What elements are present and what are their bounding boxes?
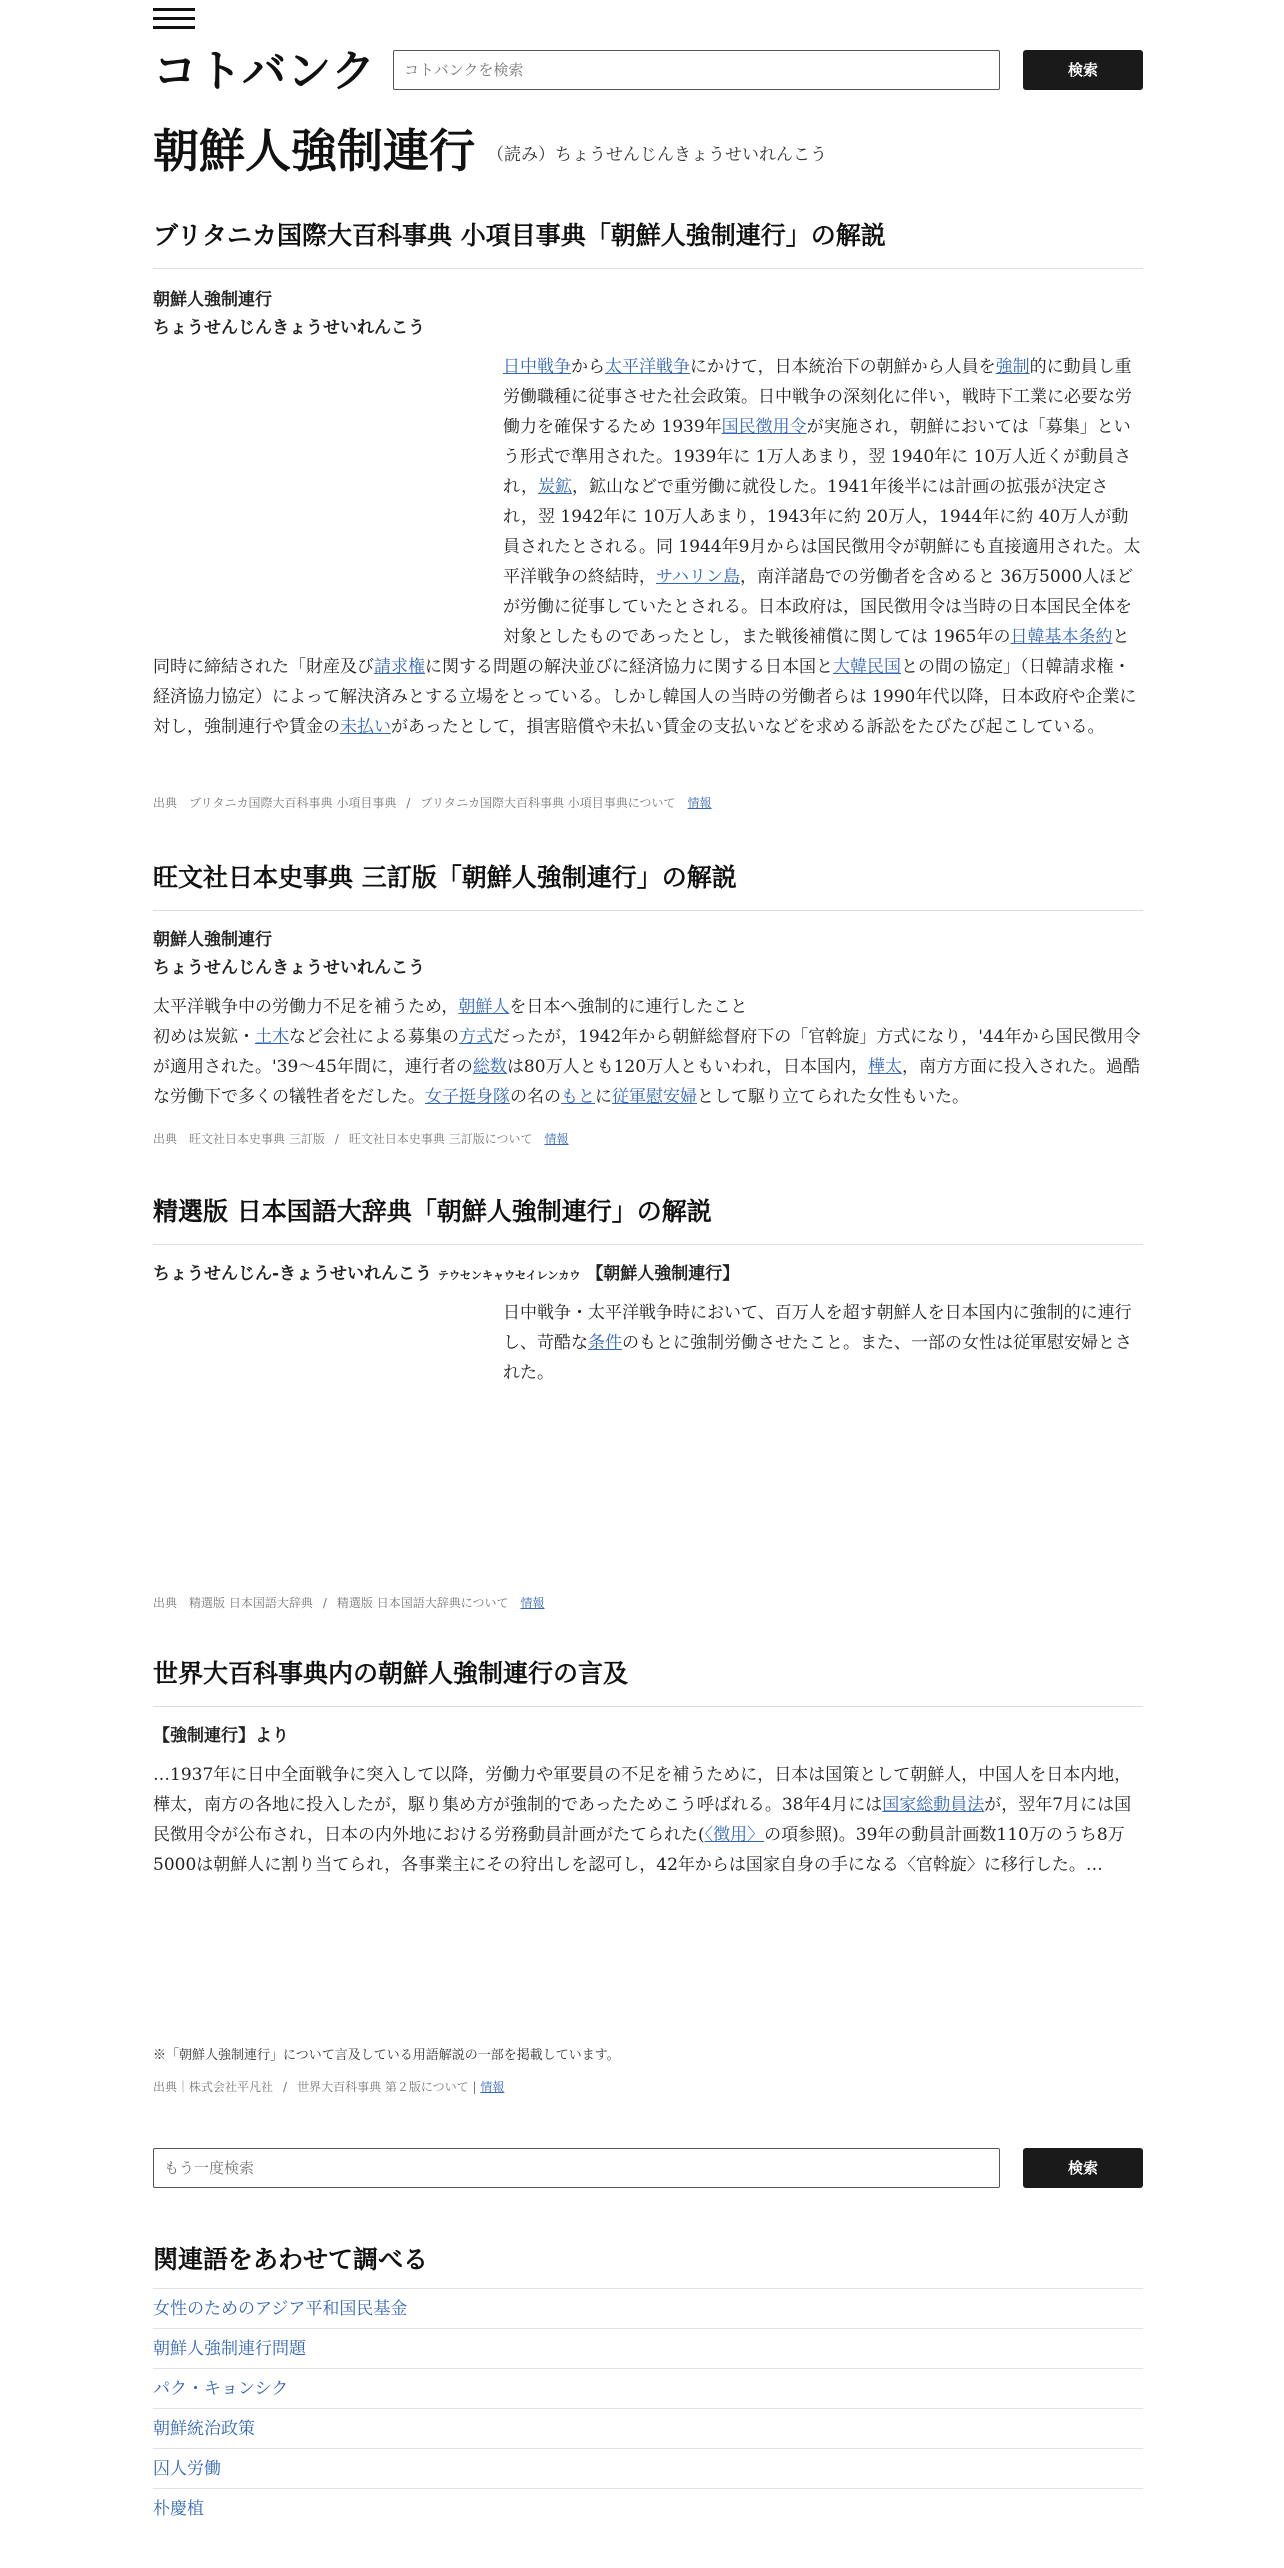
body-text-segment: と同時に締結された「財産及び [153,627,1130,677]
search-again-button[interactable]: 検索 [1023,2148,1143,2188]
body-text-segment: 的に動員し重労働職種に従事させた社会政策。日中戦争の深刻化に伴い，戦時下工業に必要な労働力を確保するため 1939年 [503,357,1132,437]
entry-body-sekai [153,1760,1143,1880]
section-heading-dict: 精選版 日本国語大辞典 [153,1197,412,1226]
section-heading-term: 朝鮮人強制連行 [378,1659,554,1688]
inline-term-link[interactable]: 日中戦争 [503,357,571,377]
related-link[interactable]: 囚人労働 [153,2459,221,2479]
related-item[interactable] [153,2488,1143,2528]
body-text-segment: として駆り立てられた女性もいた。 [697,1087,969,1107]
body-text-segment: の名の [510,1087,561,1107]
section-heading-nikkoku [153,1194,1143,1245]
body-text-segment: のもとに強制労働させたこと。また、一部の女性は従軍慰安婦とされた。 [503,1333,1132,1383]
entry-body-britannica [153,352,1143,742]
entry-headword [153,1260,739,1290]
inline-term-link[interactable]: 〈徴用〉 [704,1825,765,1845]
source-info-link[interactable]: 情報 [480,2080,505,2094]
source-name: 精選版 日本国語大辞典 [189,1596,313,1610]
source-name: 出典｜株式会社平凡社 [153,2080,274,2094]
section-heading-dict: 世界大百科事典 [153,1659,329,1688]
related-heading: 関連語をあわせて調べる [153,2245,429,2274]
inline-term-link[interactable]: 従軍慰安婦 [612,1087,697,1107]
inline-term-link[interactable]: 日韓基本条約 [1010,627,1113,647]
related-link[interactable]: 女性のためのアジア平和国民基金 [153,2299,408,2319]
body-text-segment: ，南方方面に投入された。過酷な労働下で多くの犠牲者をだした。 [153,1057,1141,1107]
entry-headword-text: ちょうせんじん‐きょうせいれんこう [153,1264,433,1284]
related-link[interactable]: パク・キョンシク [153,2379,289,2399]
entry-body-obunsha [153,992,1143,1112]
hamburger-menu-icon[interactable] [153,8,195,30]
inline-term-link[interactable]: 炭鉱 [538,477,573,497]
section-heading-dict: ブリタニカ国際大百科事典 小項目事典 [153,221,586,250]
inline-term-link[interactable]: 太平洋戦争 [605,357,690,377]
related-link[interactable]: 朝鮮統治政策 [153,2419,255,2439]
inline-term-link[interactable]: 女子挺身隊 [425,1087,510,1107]
entry-name: 朝鮮人強制連行 [153,930,272,950]
related-item[interactable] [153,2288,1143,2328]
source-about: 旺文社日本史事典 三訂版について [348,1132,533,1146]
body-text-segment: は80万人とも120万人ともいわれ，日本国内， [506,1057,869,1077]
inline-term-link[interactable]: 樺太 [868,1057,903,1077]
inline-term-link[interactable]: 強制 [995,357,1030,377]
source-label: 出典 [153,1596,178,1610]
inline-term-link[interactable]: 総数 [472,1057,507,1077]
related-item[interactable] [153,2448,1143,2488]
inline-term-link[interactable]: 未払い [340,717,391,737]
inline-term-link[interactable]: 国家総動員法 [882,1795,985,1815]
search-input[interactable]: コトバンクを検索 [393,50,1000,90]
body-text-segment: ，鉱山などで重労働に就役した。1941年後半には計画の拡張が決定され，翌 1942年に 10万人あまり，1943年に約 20万人，1944年に約 40万人が動員されたとされる。同 1944年9月からは国民徴用令が朝鮮にも直接適用された。太平洋戦争の終結時， [503,477,1141,587]
body-text-segment: にかけて，日本統治下の朝鮮から人員を [690,357,996,377]
section-heading-dict: 旺文社日本史事典 三訂版 [153,863,437,892]
page-title [153,118,827,188]
search-again-input[interactable]: もう一度検索 [153,2148,1000,2188]
entry-body-nikkoku [153,1298,1143,1398]
body-text-segment: から [571,357,605,377]
body-text-segment: だったが，1942年から朝鮮総督府下の「官斡旋」方式になり，'44年から国民徴用令が適用された。'39〜45年間に，連行者の [153,1027,1141,1077]
term-reading: （読み）ちょうせんじんきょうせいれんこう [487,144,827,165]
section-heading-obunsha [153,860,1143,911]
related-item[interactable] [153,2408,1143,2448]
inline-term-link[interactable]: 国民徴用令 [721,417,807,437]
section-heading-suffix: 「朝鮮人強制連行」の解説 [585,221,886,250]
source-info-link[interactable]: 情報 [544,1132,569,1146]
site-logo[interactable]: コトバンク [153,46,377,97]
section-heading-suffix: 「朝鮮人強制連行」の解説 [436,863,737,892]
body-text-segment: など会社による募集の [289,1027,459,1047]
body-text-segment: との間の協定」（日韓請求権・経済協力協定）によって解決済みとする立場をとっている。しかし韓国人の当時の労働者らは 1990年代以降，日本政府や企業に対し，強制連行や賃金の [153,657,1137,737]
section-heading-sekai [153,1656,1143,1707]
entry-name: 朝鮮人強制連行 [153,290,272,310]
inline-term-link[interactable]: 大韓民国 [833,657,901,677]
body-text-segment: が，翌年7月には国民徴用令が公布され，日本の内外地における労務動員計画がたてられた( [153,1795,1132,1845]
entry-kanji: 【朝鮮人強制連行】 [586,1264,740,1284]
entry-reading: ちょうせんじんきょうせいれんこう [153,958,425,978]
source-label: 出典 [153,796,178,810]
body-text-segment: 初めは炭鉱・ [153,1027,255,1047]
body-text-segment: に [595,1087,612,1107]
source-about: 精選版 日本国語大辞典について [336,1596,509,1610]
source-about: 世界大百科事典 第２版について [297,2080,469,2094]
body-text-segment: の項参照)。39年の動員計画数110万のうち8万5000は朝鮮人に割り当てられ，各事業主にその狩出しを認可し，42年からは国家自身の手になる〈官斡旋〉に移行した。… [153,1825,1125,1875]
related-link[interactable]: 朴慶植 [153,2499,204,2519]
mention-note: ※「朝鮮人強制連行」について言及している用語解説の一部を掲載しています。 [153,2048,620,2063]
entry-kana: テウセンキャウセイレンカウ [437,1269,581,1282]
source-line-britannica: 出典 ブリタニカ国際大百科事典 小項目事典 / ブリタニカ国際大百科事典 小項目事典について 情報 [153,796,712,810]
body-text-segment: に関する問題の解決並びに経済協力に関する日本国と [425,657,833,677]
body-text-segment: ，南洋諸島での労働者を含めると 36万5000人ほどが労働に従事していたとされる。日本政府は，国民徴用令は当時の日本国民全体を対象としたものであったとし，また戦後補償に関しては 1965年の [503,567,1134,647]
inline-term-link[interactable]: 請求権 [374,657,425,677]
related-item[interactable] [153,2368,1143,2408]
inline-term-link[interactable]: 方式 [459,1027,493,1047]
inline-term-link[interactable]: 土木 [255,1027,289,1047]
related-link[interactable]: 朝鮮人強制連行問題 [153,2339,306,2359]
term-title: 朝鮮人強制連行 [153,124,475,178]
body-text-segment: 日中戦争・太平洋戦争時において、百万人を超す朝鮮人を日本国内に強制的に連行し、苛酷な [503,1303,1132,1353]
section-heading-suffix: 「朝鮮人強制連行」の解説 [411,1197,712,1226]
search-button[interactable]: 検索 [1023,50,1143,90]
body-text-segment: …1937年に日中全面戦争に突入して以降，労働力や軍要員の不足を補うために，日本は国策として朝鮮人，中国人を日本内地，樺太，南方の各地に投入したが，駆り集め方が強制的であったためこう呼ばれる。38年4月には [153,1765,1132,1815]
related-list [153,2288,1143,2528]
body-text-segment: を日本へ強制的に連行したこと [509,997,748,1017]
inline-term-link[interactable]: サハリン島 [656,567,740,587]
section-heading-britannica [153,218,1143,269]
entry-reading: ちょうせんじんきょうせいれんこう [153,318,425,338]
source-line-nikkoku: 出典 精選版 日本国語大辞典 / 精選版 日本国語大辞典について 情報 [153,1596,545,1610]
source-info-link[interactable]: 情報 [520,1596,545,1610]
source-line-obunsha: 出典 旺文社日本史事典 三訂版 / 旺文社日本史事典 三訂版について 情報 [153,1132,569,1146]
section-heading-suffix: の言及 [553,1659,629,1688]
body-text-segment: があったとして，損害賠償や未払い賃金の支払いなどを求める訴訟をたびたび起こしている。 [391,717,1105,737]
source-name: ブリタニカ国際大百科事典 小項目事典 [189,796,397,810]
source-about: ブリタニカ国際大百科事典 小項目事典について [420,796,676,810]
source-info-link[interactable]: 情報 [687,796,712,810]
entry-name: 【強制連行】より [153,1726,289,1746]
section-heading-mid: 内の [328,1659,379,1688]
inline-term-link[interactable]: もと [561,1087,595,1107]
inline-term-link[interactable]: 朝鮮人 [458,997,510,1017]
source-name: 旺文社日本史事典 三訂版 [189,1132,325,1146]
source-line-sekai: 出典｜株式会社平凡社 / 世界大百科事典 第２版について | 情報 [153,2080,505,2094]
body-text-segment: が実施され，朝鮮においては「募集」という形式で準用された。1939年に 1万人あまり，翌 1940年に 10万人近くが動員され， [503,417,1132,497]
body-text-segment: 太平洋戦争中の労働力不足を補うため， [153,997,459,1017]
source-label: 出典 [153,1132,178,1146]
related-item[interactable] [153,2328,1143,2368]
inline-term-link[interactable]: 条件 [588,1333,622,1353]
